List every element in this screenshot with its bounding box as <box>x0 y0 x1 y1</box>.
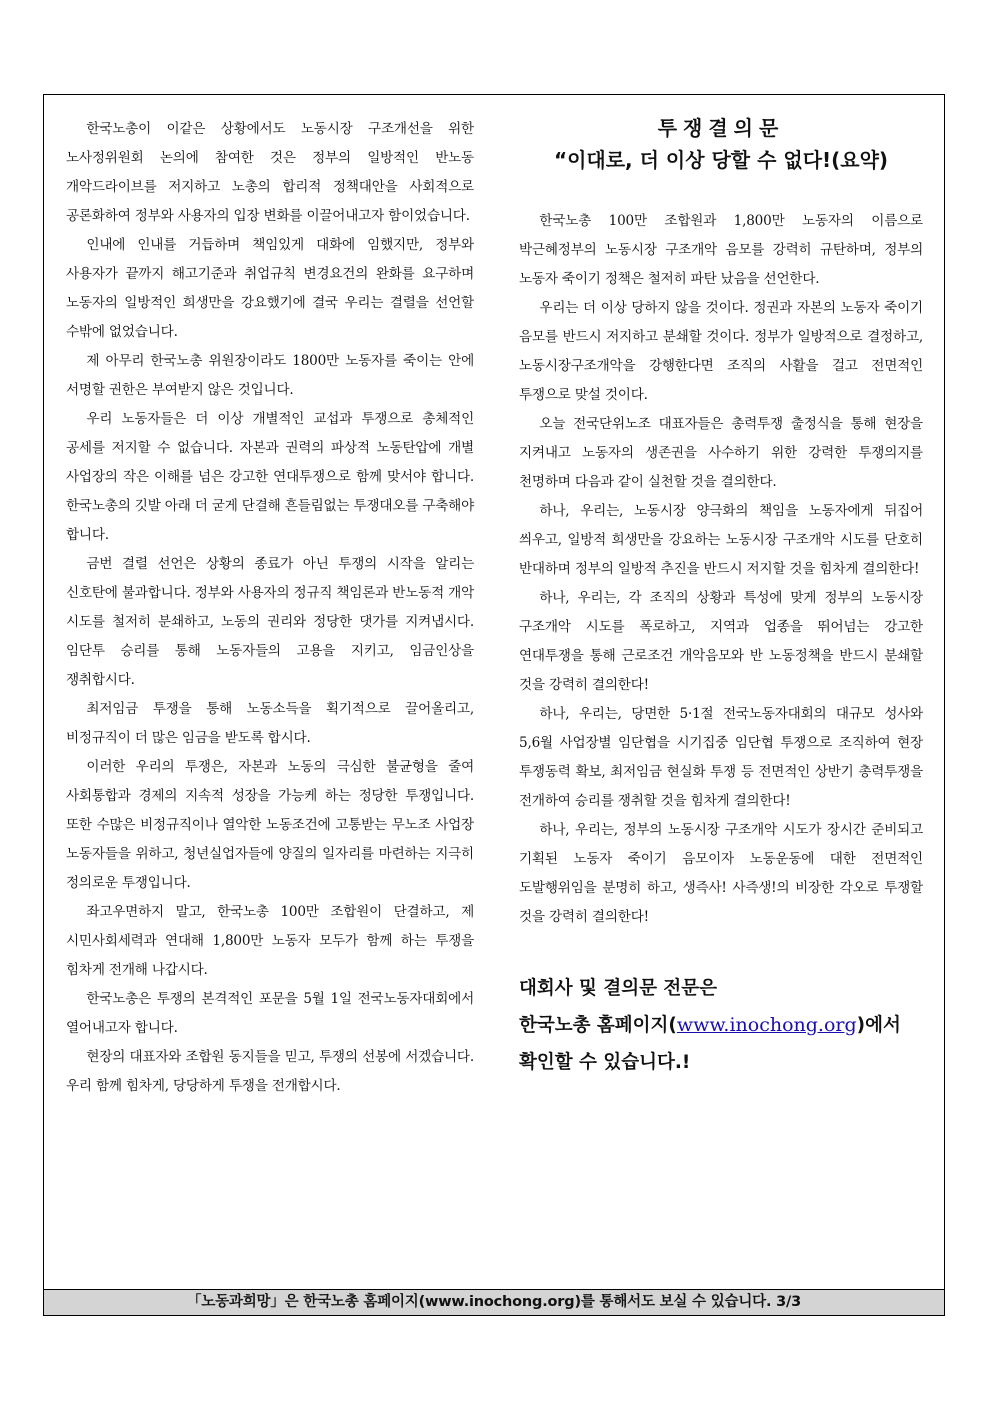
left-paragraph-2: 인내에 인내를 거듭하며 책임있게 대화에 임했지만, 정부와 사용자가 끝까지 해고기준과 취업규칙 변경요건의 완화를 요구하며 노동자의 일방적인 희생만을 강요했기에 결국 우리는 결렬을 선언할 수밖에 없었습니다. <box>66 237 474 340</box>
full-text-notice <box>519 970 923 1081</box>
left-paragraph-9: 한국노총은 투쟁의 본격적인 포문을 5월 1일 전국노동자대회에서 열어내고자 합니다. <box>66 991 474 1036</box>
document-frame <box>43 94 945 1316</box>
left-paragraph-1: 한국노총이 이같은 상황에서도 노동시장 구조개선을 위한 노사정위원회 논의에 참여한 것은 정부의 일방적인 반노동 개악드라이브를 저지하고 노총의 합리적 정책대안을 사회적으로 공론화하여 정부와 사용자의 입장 변화를 이끌어내고자 함이었습니다. <box>66 121 474 224</box>
left-paragraph-3: 제 아무리 한국노총 위원장이라도 1800만 노동자를 죽이는 안에 서명할 권한은 부여받지 않은 것입니다. <box>66 353 474 398</box>
left-paragraph-6: 최저임금 투쟁을 통해 노동소득을 획기적으로 끌어올리고, 비정규직이 더 많은 임금을 받도록 합시다. <box>66 701 474 746</box>
left-paragraph-4: 우리 노동자들은 더 이상 개별적인 교섭과 투쟁으로 총체적인 공세를 저지할 수 없습니다. 자본과 권력의 파상적 노동탄압에 개별 사업장의 작은 이해를 넘은 강고한 연대투쟁으로 함께 맞서야 합니다. 한국노총의 깃발 아래 더 굳게 단결해 흔들림없는 투쟁대오를 구축해야 합니다. <box>66 411 474 543</box>
left-paragraph-7: 이러한 우리의 투쟁은, 자본과 노동의 극심한 불균형을 줄여 사회통합과 경제의 지속적 성장을 가능케 하는 정당한 투쟁입니다. 또한 수많은 비정규직이나 열악한 노동조건에 고통받는 무노조 사업장 노동자들을 위하고, 청년실업자들에 양질의 일자리를 마련하는 지극히 정의로운 투쟁입니다. <box>66 759 474 891</box>
right-paragraph-2: 우리는 더 이상 당하지 않을 것이다. 정권과 자본의 노동자 죽이기 음모를 반드시 저지하고 분쇄할 것이다. 정부가 일방적으로 결정하고, 노동시장구조개악을 강행한다면 조직의 사활을 걸고 전면적인 투쟁으로 맞설 것이다. <box>519 300 923 403</box>
right-paragraph-5: 하나, 우리는, 각 조직의 상황과 특성에 맞게 정부의 노동시장 구조개악 시도를 폭로하고, 지역과 업종을 뛰어넘는 강고한 연대투쟁을 통해 근로조건 개악음모와 반 노동정책을 반드시 분쇄할 것을 강력히 결의한다! <box>519 590 923 693</box>
notice-line-2 <box>519 1007 923 1044</box>
resolution-title: 투쟁결의문 <box>657 116 785 140</box>
left-paragraph-10: 현장의 대표자와 조합원 동지들을 믿고, 투쟁의 선봉에 서겠습니다. 우리 함께 힘차게, 당당하게 투쟁을 전개합시다. <box>66 1049 474 1094</box>
notice-line-2-prefix: 한국노총 홈페이지( <box>519 1015 677 1036</box>
left-paragraph-8: 좌고우면하지 말고, 한국노총 100만 조합원이 단결하고, 제 시민사회세력과 연대해 1,800만 노동자 모두가 함께 하는 투쟁을 힘차게 전개해 나갑시다. <box>66 904 474 978</box>
notice-line-2-suffix: )에서 <box>856 1015 901 1036</box>
notice-line-3: 확인할 수 있습니다.! <box>519 1052 691 1073</box>
right-column <box>519 113 923 1081</box>
left-column <box>66 115 474 1101</box>
left-paragraph-5: 금번 결렬 선언은 상황의 종료가 아닌 투쟁의 시작을 알리는 신호탄에 불과합니다. 정부와 사용자의 정규직 책임론과 반노동적 개악 시도를 철저히 분쇄하고, 노동의 권리와 정당한 댓가를 지켜냅시다. 임단투 승리를 통해 노동자들의 고용을 지키고, 임금인상을 쟁취합시다. <box>66 556 474 688</box>
homepage-link[interactable]: www.inochong.org <box>676 1014 857 1036</box>
right-paragraph-1: 한국노총 100만 조합원과 1,800만 노동자의 이름으로 박근혜정부의 노동시장 구조개악 음모를 강력히 규탄하며, 정부의 노동자 죽이기 정책은 철저히 파탄 났음을 선언한다. <box>519 213 923 287</box>
right-paragraph-7: 하나, 우리는, 정부의 노동시장 구조개악 시도가 장시간 준비되고 기획된 노동자 죽이기 음모이자 노동운동에 대한 전면적인 도발행위임을 분명히 하고, 생즉사! 사즉생!의 비장한 각오로 투쟁할 것을 강력히 결의한다! <box>519 822 923 925</box>
footer-banner: 「노동과희망」은 한국노총 홈페이지(www.inochong.org)를 통해서도 보실 수 있습니다. 3/3 <box>43 1289 945 1316</box>
notice-line-1: 대회사 및 결의문 전문은 <box>519 978 718 999</box>
right-paragraph-6: 하나, 우리는, 당면한 5·1절 전국노동자대회의 대규모 성사와 5,6월 사업장별 임단협을 시기집중 임단협 투쟁으로 조직하여 현장 투쟁동력 확보, 최저임금 현실화 투쟁 등 전면적인 상반기 총력투쟁을 전개하여 승리를 쟁취할 것을 힘차게 결의한다! <box>519 706 923 809</box>
right-paragraph-3: 오늘 전국단위노조 대표자들은 총력투쟁 출정식을 통해 현장을 지켜내고 노동자의 생존권을 사수하기 위한 강력한 투쟁의지를 천명하며 다음과 같이 실천할 것을 결의한다. <box>519 416 923 490</box>
right-paragraph-4: 하나, 우리는, 노동시장 양극화의 책임을 노동자에게 뒤집어 씌우고, 일방적 희생만을 강요하는 노동시장 구조개악 시도를 단호히 반대하며 정부의 일방적 추진을 반드시 저지할 것을 힘차게 결의한다! <box>519 503 923 577</box>
resolution-subtitle: “이대로, 더 이상 당할 수 없다!(요약) <box>553 148 889 172</box>
